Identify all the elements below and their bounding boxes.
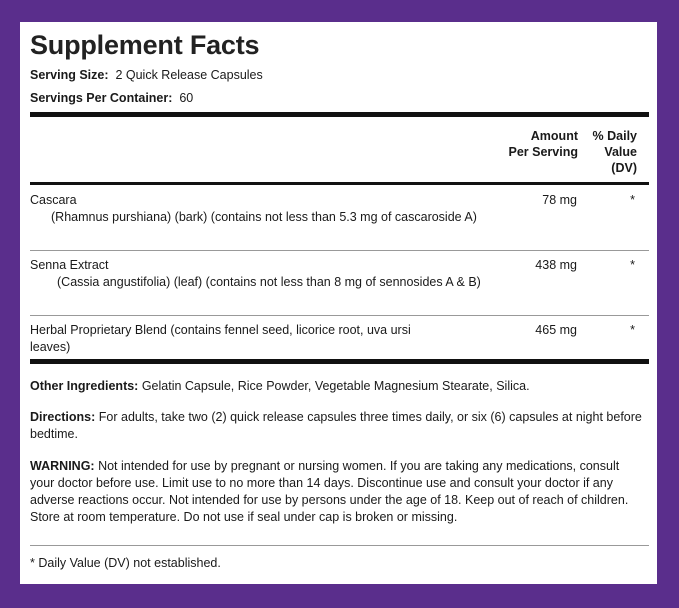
amount-header-line2: Per Serving: [508, 145, 578, 159]
serving-size: [30, 68, 263, 82]
dv-column-header: [593, 128, 637, 176]
supplement-facts-panel: [20, 22, 657, 584]
ingredient-amount: 438 mg: [535, 258, 577, 272]
dv-header-line2: Value: [604, 145, 637, 159]
ingredient-amount: 78 mg: [542, 193, 577, 207]
ingredient-name: Senna Extract: [30, 258, 109, 272]
ingredient-amount: 465 mg: [535, 323, 577, 337]
warning: [30, 458, 643, 526]
dv-footnote: * Daily Value (DV) not established.: [30, 556, 221, 570]
servings-per-container-label: Servings Per Container:: [30, 91, 173, 105]
ingredient-dv: *: [630, 258, 635, 272]
dv-header-line1: % Daily: [592, 129, 637, 143]
serving-size-value: 2 Quick Release Capsules: [115, 68, 263, 82]
ingredient-description: (Cassia angustifolia) (leaf) (contains not less than 8 mg of sennosides A & B): [57, 275, 481, 289]
row-divider: [30, 250, 649, 251]
amount-column-header: [509, 128, 578, 160]
serving-size-label: Serving Size:: [30, 68, 109, 82]
ingredient-description: (Rhamnus purshiana) (bark) (contains not less than 5.3 mg of cascaroside A): [51, 210, 477, 224]
column-header-rule: [30, 182, 649, 185]
other-ingredients-text: Gelatin Capsule, Rice Powder, Vegetable Magnesium Stearate, Silica.: [141, 379, 530, 393]
directions-label: Directions:: [30, 410, 96, 424]
table-bottom-rule: [30, 359, 649, 364]
warning-text: Not intended for use by pregnant or nursing women. If you are taking any medications, consult your doctor before use. Limit use to no more than 14 days. Discontinue use and consult your doctor if any adverse reactions occur. Not intended for use by persons under the age of 18. Keep out of reach of children. Store at room temperature. Do not use if seal under cap is broken or missing.: [30, 459, 629, 524]
row-divider: [30, 315, 649, 316]
warning-label: WARNING:: [30, 459, 95, 473]
servings-per-container: [30, 91, 193, 105]
ingredient-dv: *: [630, 193, 635, 207]
dv-header-line3: (DV): [611, 161, 637, 175]
panel-title: Supplement Facts: [30, 30, 260, 60]
servings-per-container-value: 60: [179, 91, 194, 105]
amount-header-line1: Amount: [530, 129, 578, 143]
ingredient-name: Cascara: [30, 193, 77, 207]
footnote-divider: [30, 545, 649, 546]
other-ingredients: [30, 378, 643, 395]
ingredient-name: Herbal Proprietary Blend (contains fennel seed, licorice root, uva ursi leaves): [30, 323, 411, 354]
header-rule: [30, 112, 649, 117]
other-ingredients-label: Other Ingredients:: [30, 379, 139, 393]
directions-text: For adults, take two (2) quick release capsules three times daily, or six (6) capsules at night before bedtime.: [30, 410, 642, 441]
directions: [30, 409, 643, 443]
ingredient-dv: *: [630, 323, 635, 337]
